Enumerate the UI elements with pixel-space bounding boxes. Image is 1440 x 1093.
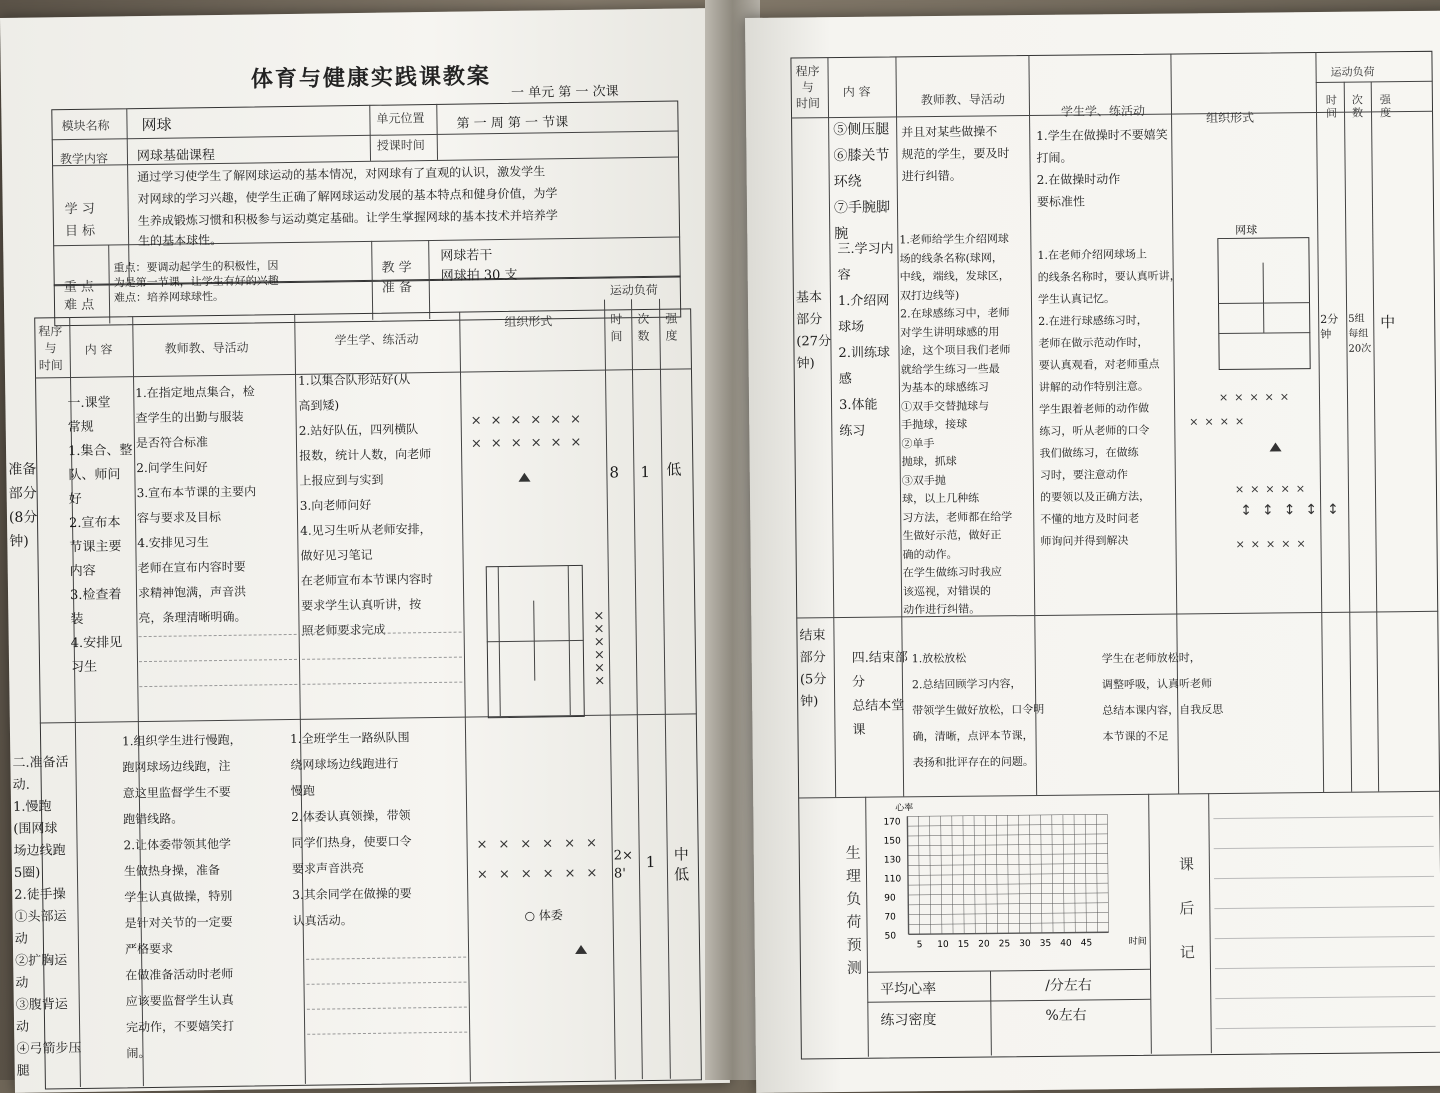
basic-time: 2分 钟 [1320,312,1339,341]
teacher-marker [518,473,530,482]
y-tick-label: 170 [883,817,901,828]
goals-label: 学 习 目 标 [64,201,96,240]
x-tick-label: 25 [998,939,1011,950]
col-student: 学生学、练活动 [334,332,419,348]
s1-count: 1 [640,462,651,482]
s1-teacher: 1.在指定地点集合，检 查学生的出勤与服装 是否符合标准 2.问学生问好 3.宣布本节课的主要内 容与要求及目标 4.安排见习生 老师在宣布内容时要 求精神饱满，声音洪 亮，条理清晰明确。 [135,384,257,626]
s1-intensity: 低 [666,460,682,479]
col-load-2: 运动负荷 [1330,65,1375,79]
formation-diagram-3: 网球 ××××× ×××× ××××× ××××× ↕↕↕↕↕ [745,11,1440,18]
avg-hr-label: 平均心率 [880,981,937,998]
basic-student: 1.在老师介绍网球场上 的线条名称时，要认真听讲， 学生认真记忆。 2.在进行球感练习时， 老师在做示范动作时， 要认真观看，对老师重点 讲解的动作特别注意。 学生跟着老师的动作做 练习，听从老师的口令 我们做练习，在做练 习时，要注意动作 的要领以及正确方法， 不懂的地方及时问老 师询问并得到解决 [1037,247,1181,548]
end-teacher: 1.放松放松 2.总结回顾学习内容， 带领学生做好放松，口令明 确，清晰，点评本节课， 表扬和批评存在的问题。 [911,651,1045,770]
unit-pos-label: 单元位置 [376,111,425,126]
s2-intensity: 中 低 [673,845,690,884]
formation-diagram-2: ×××××× ×××××× ○ 体委 [0,8,715,18]
content-label: 教学内容 [59,151,109,167]
s1-student: 1.以集合队形站好(从 高到矮) 2.站好队伍，四列横队 报数，统计人数，向老师 上报应到与实到 3.向老师问好 4.见习生听从老师安排， 做好见习笔记 在老师宣布本节课内容时 要求学生认真听讲，按 照老师要求完成 [297,372,433,638]
x-tick-label: 35 [1039,938,1052,949]
basic-count: 5组 每组 20次 [1348,313,1372,355]
end-content: 四.结束部 分 总结本堂 课 [851,650,908,738]
chart-yticks [883,817,902,941]
x-tick-label: 30 [1019,939,1031,950]
module-label: 模块名称 [61,118,110,134]
chart-ylabel: 心率 [895,803,914,814]
s2-count: 1 [645,852,656,872]
col-content: 内 容 [84,342,113,357]
chart-xlabel: 时间 [1128,936,1147,948]
chart-xticks [917,938,1093,950]
s2-student: 1.全班学生一路纵队围 绕网球场边线跑进行 慢跑 2.体委认真领操，带领 同学们热身，使要口令 要求声音洪亮 3.其余同学在做操的要 认真活动。 [289,730,412,929]
density-label: 练习密度 [880,1012,937,1029]
x-tick-label: 20 [978,939,990,950]
col-intensity: 强 度 [665,311,678,343]
after-class-label: 课 后 记 [1178,855,1195,962]
basic-intensity: 中 [1380,313,1396,332]
col-student-2: 学生学、练活动 [1060,103,1146,119]
s1-content: 一.课堂 常规 1.集合、整 队、师问 好 2.宣布本 节课主要 内容 3.检查着 装 4.安排见 习生 [67,395,133,676]
y-tick-label: 130 [883,855,902,866]
basic-content: 三.学习内 容 1.介绍网 球场 2.训练球 感 3.体能 练习 [837,241,894,440]
col-phase: 程序 与 时间 [38,324,63,373]
basic-teacher: 1.老师给学生介绍网球 场的线条名称(球网， 中线，端线，发球区， 双打边线等) 2.在球感练习中，老师 对学生讲明球感的用 途，这个项目我们老师 就给学生练习一些最 为基本的球感练习 ①双手交替抛球与 手抛球，接球 ②单手 抛球，抓球 ③双手抛 球，以上几种练 习方法，老师都在给学 生做好示范，做好正 确的动作。 在学生做练习时我应 该巡视，对错误的 动作进行纠错。 [899,232,1013,617]
s1-time: 8 [609,463,620,482]
goals-text: 通过学习使学生了解网球运动的基本情况，对网球有了直观的认识，激发学生 对网球的学习兴趣，使学生正确了解网球运动发展的基本特点和健身价值，为学 生养成锻炼习惯和积极参与运动奠定基础。让学生掌握网球的基本技术并培养学 生的基本球性。 [137,164,558,249]
s2-time: 2× 8' [613,848,634,882]
avg-hr-value: /分左右 [1045,977,1092,994]
key-label: 重 点 难 点 [63,279,95,314]
unit-line: 一 单元 第 一 次课 [510,84,619,101]
y-tick-label: 70 [884,912,896,923]
chart-grid [907,814,1108,934]
prep-label: 教 学 准 备 [381,260,413,296]
right-page: 程序 与 时间 内 容 教师教、导活动 学生学、练活动 组织形式 运动负荷 时 间 次 数 强 度 ⑤侧压腿 ⑥膝关节 环绕 ⑦手腕脚 腕 并且对某些做操不 规范的学生，要及时 进行纠错。 1.学生在做操时不要嬉笑 打闹。 2.在做操时动作 要标准性 基本 部分 (27分 钟) 三.学习内 容 1.介绍网 球场 2.训练球 感 3.体能 练习 1.老师给学生介绍网球 场的线条名称(球网， 中线，端线，发球区， 双打边线等) 2.在球感练习中，老师 对学生讲明球感的用 途，这个项目我们老师 就给学生练习一些最 为基本的球感练习 ①双手交替抛球与 手抛球，接球 ②单手 抛球，抓球 ③双手抛 球，以上几种练 习方法，老师都在给学 生做好示范，做好正 确的动作。 在学生做练习时我应 该巡视，对错误的 动作进行纠错。 1.在老师介绍网球场上 的线条名称时，要认真听讲， 学生认真记忆。 2.在进行球感练习时， 老师在做示范动作时， 要认真观看，对老师重点 讲解的动作特别注意。 学生跟着老师的动作做 练习，听从老师的口令 我们做练习，在做练 习时，要注意动作 的要领以及正确方法， 不懂的地方及时问老 师询问并得到解决 2分 钟 5组 每组 20次 中 网球 ××××× ×××× ××××× ××××× ↕↕↕↕↕ 结束 部分 (5分 钟) 四.结束部 分 总结本堂 课 1.放松放松 2.总结回顾学习内容， 带领学生做好放松，口令明 确，清晰，点评本节课， 表扬和批评存在的问题。 学生在老师放松时， 调整呼吸，认真听老师 总结本课内容，自我反思 本节课的不足 生 理 负 荷 预 测 课 后 记 心率 170 150 130 110 90 70 50 5 10 15 20 25 30 35 40 45 时间 平均心率 /分左右 练习密度 %左右 [745,11,1440,1093]
physio-label: 生 理 负 荷 预 测 [845,843,863,977]
y-tick-label: 50 [884,931,897,942]
col-org-2: 组织形式 [1206,110,1255,126]
end-phase: 结束 部分 (5分 钟) [799,628,827,710]
y-tick-label: 110 [883,874,902,885]
x-tick-label: 45 [1080,938,1093,949]
end-student: 学生在老师放松时， 调整呼吸，认真听老师 总结本课内容，自我反思 本节课的不足 [1101,651,1224,744]
col-content-2: 内 容 [842,84,871,99]
y-tick-label: 90 [884,893,896,904]
load-label: 运动负荷 [609,282,658,298]
col-teacher: 教师教、导活动 [164,340,249,356]
content-value: 网球基础课程 [136,148,216,165]
heart-rate-chart [865,794,1150,967]
col-time: 时 间 [610,312,623,344]
x-tick-label: 10 [937,939,949,951]
x-tick-label: 5 [916,940,923,951]
x-tick-label: 40 [1060,938,1072,949]
col-org: 组织形式 [504,314,553,329]
col-phase-2: 程序 与 时间 [795,64,820,111]
time-label: 授课时间 [376,138,425,153]
y-tick-label: 150 [883,836,901,847]
top-student: 1.学生在做操时不要嬉笑 打闹。 2.在做操时动作 要标准性 [1036,127,1168,209]
col-teacher-2: 教师教、导活动 [920,92,1005,108]
s2-content: 二.准备活 动. 1.慢跑 (围网球 场边线跑 5圈) 2.徒手操 ①头部运 动 ②扩胸运 动 ③腹背运 动 ④弓箭步压 腿 [12,755,82,1079]
court-label: 网球 [1235,223,1258,237]
top-content: ⑤侧压腿 ⑥膝关节 环绕 ⑦手腕脚 腕 [833,121,891,243]
page-title: 体育与健康实践课教案 [250,63,492,93]
s2-teacher: 1.组织学生进行慢跑， 跑网球场边线跑，注 意这里监督学生不要 跑错线路。 2.让体委带领其他学 生做热身操，准备 学生认真做操，特别 是针对关节的一定要 严格要求 在做准备活动时老师 应该要监督学生认真 完动作，不要嬉笑打 闹。 [122,732,242,1061]
basic-phase: 基本 部分 (27分 钟) [795,290,832,372]
week-line: 第 一 周 第 一 节课 [456,115,569,132]
org-label: ○ 体委 [524,908,563,923]
formation-diagram-1: ×××××× ×××××× × × × × × × [0,8,715,18]
top-teacher: 并且对某些做操不 规范的学生，要及时 进行纠错。 [901,124,1010,184]
module-value: 网球 [141,115,172,135]
x-tick-label: 15 [957,939,970,950]
s1-phase: 准备 部分 (8分 钟) [8,461,38,550]
density-value: %左右 [1045,1007,1087,1024]
left-page: 体育与健康实践课教案 一 单元 第 一 次课 模块名称 网球 单元位置 第 一 周 第 一 节课 授课时间 教学内容 网球基础课程 学 习 目 标 通过学习使学生了解网球运动的基本情况，对网球有了直观的认识，激发学生 对网球的学习兴趣，使学生正确了解网球运动发展的基本特点和健身价值，为学 生养成锻炼习惯和积极参与运动奠定基础。让学生掌握网球的基本技术并培养学 生的基本球性。 重 点 难 点 重点：要调动起学生的积极性，因 为是第一节课，让学生有好的兴趣 难点：培养网球球性。 教 学 准 备 网球若干 网球拍 30 支 运动负荷 程序 与 时间 内 容 教师教、导活动 学生学、练活动 组织形式 时 间 次 数 强 度 准备 部分 (8分 钟) 一.课堂 常规 1.集合、整 队、师问 好 2.宣布本 节课主要 内容 3.检查着 装 4.安排见 习生 1.在指定地点集合，检 查学生的出勤与服装 是否符合标准 2.问学生问好 3.宣布本节课的主要内 容与要求及目标 4.安排见习生 老师在宣布内容时要 求精神饱满，声音洪 亮，条理清晰明确。 1.以集合队形站好(从 高到矮) 2.站好队伍，四列横队 报数，统计人数，向老师 上报应到与实到 3.向老师问好 4.见习生听从老师安排， 做好见习笔记 在老师宣布本节课内容时 要求学生认真听讲，按 照老师要求完成 8 1 低 ×××××× ×××××× × × × × × × 二.准备活 动. 1.慢跑 (围网球 场边线跑 5圈) 2.徒手操 ①头部运 动 ②扩胸运 动 ③腹背运 动 ④弓箭步压 腿 1.组织学生进行慢跑， 跑网球场边线跑，注 意这里监督学生不要 跑错线路。 2.让体委带领其他学 生做热身操，准备 学生认真做操，特别 是针对关节的一定要 严格要求 在做准备活动时老师 应该要监督学生认真 完动作，不要嬉笑打 闹。 1.全班学生一路纵队围 绕网球场边线跑进行 慢跑 2.体委认真领操，带领 同学们热身，使要口令 要求声音洪亮 3.其余同学在做操的要 认真活动。 2× 8' 1 中 低 ×××××× ×××××× ○ 体委 [0,8,730,1093]
col-count: 次 数 [637,311,650,344]
